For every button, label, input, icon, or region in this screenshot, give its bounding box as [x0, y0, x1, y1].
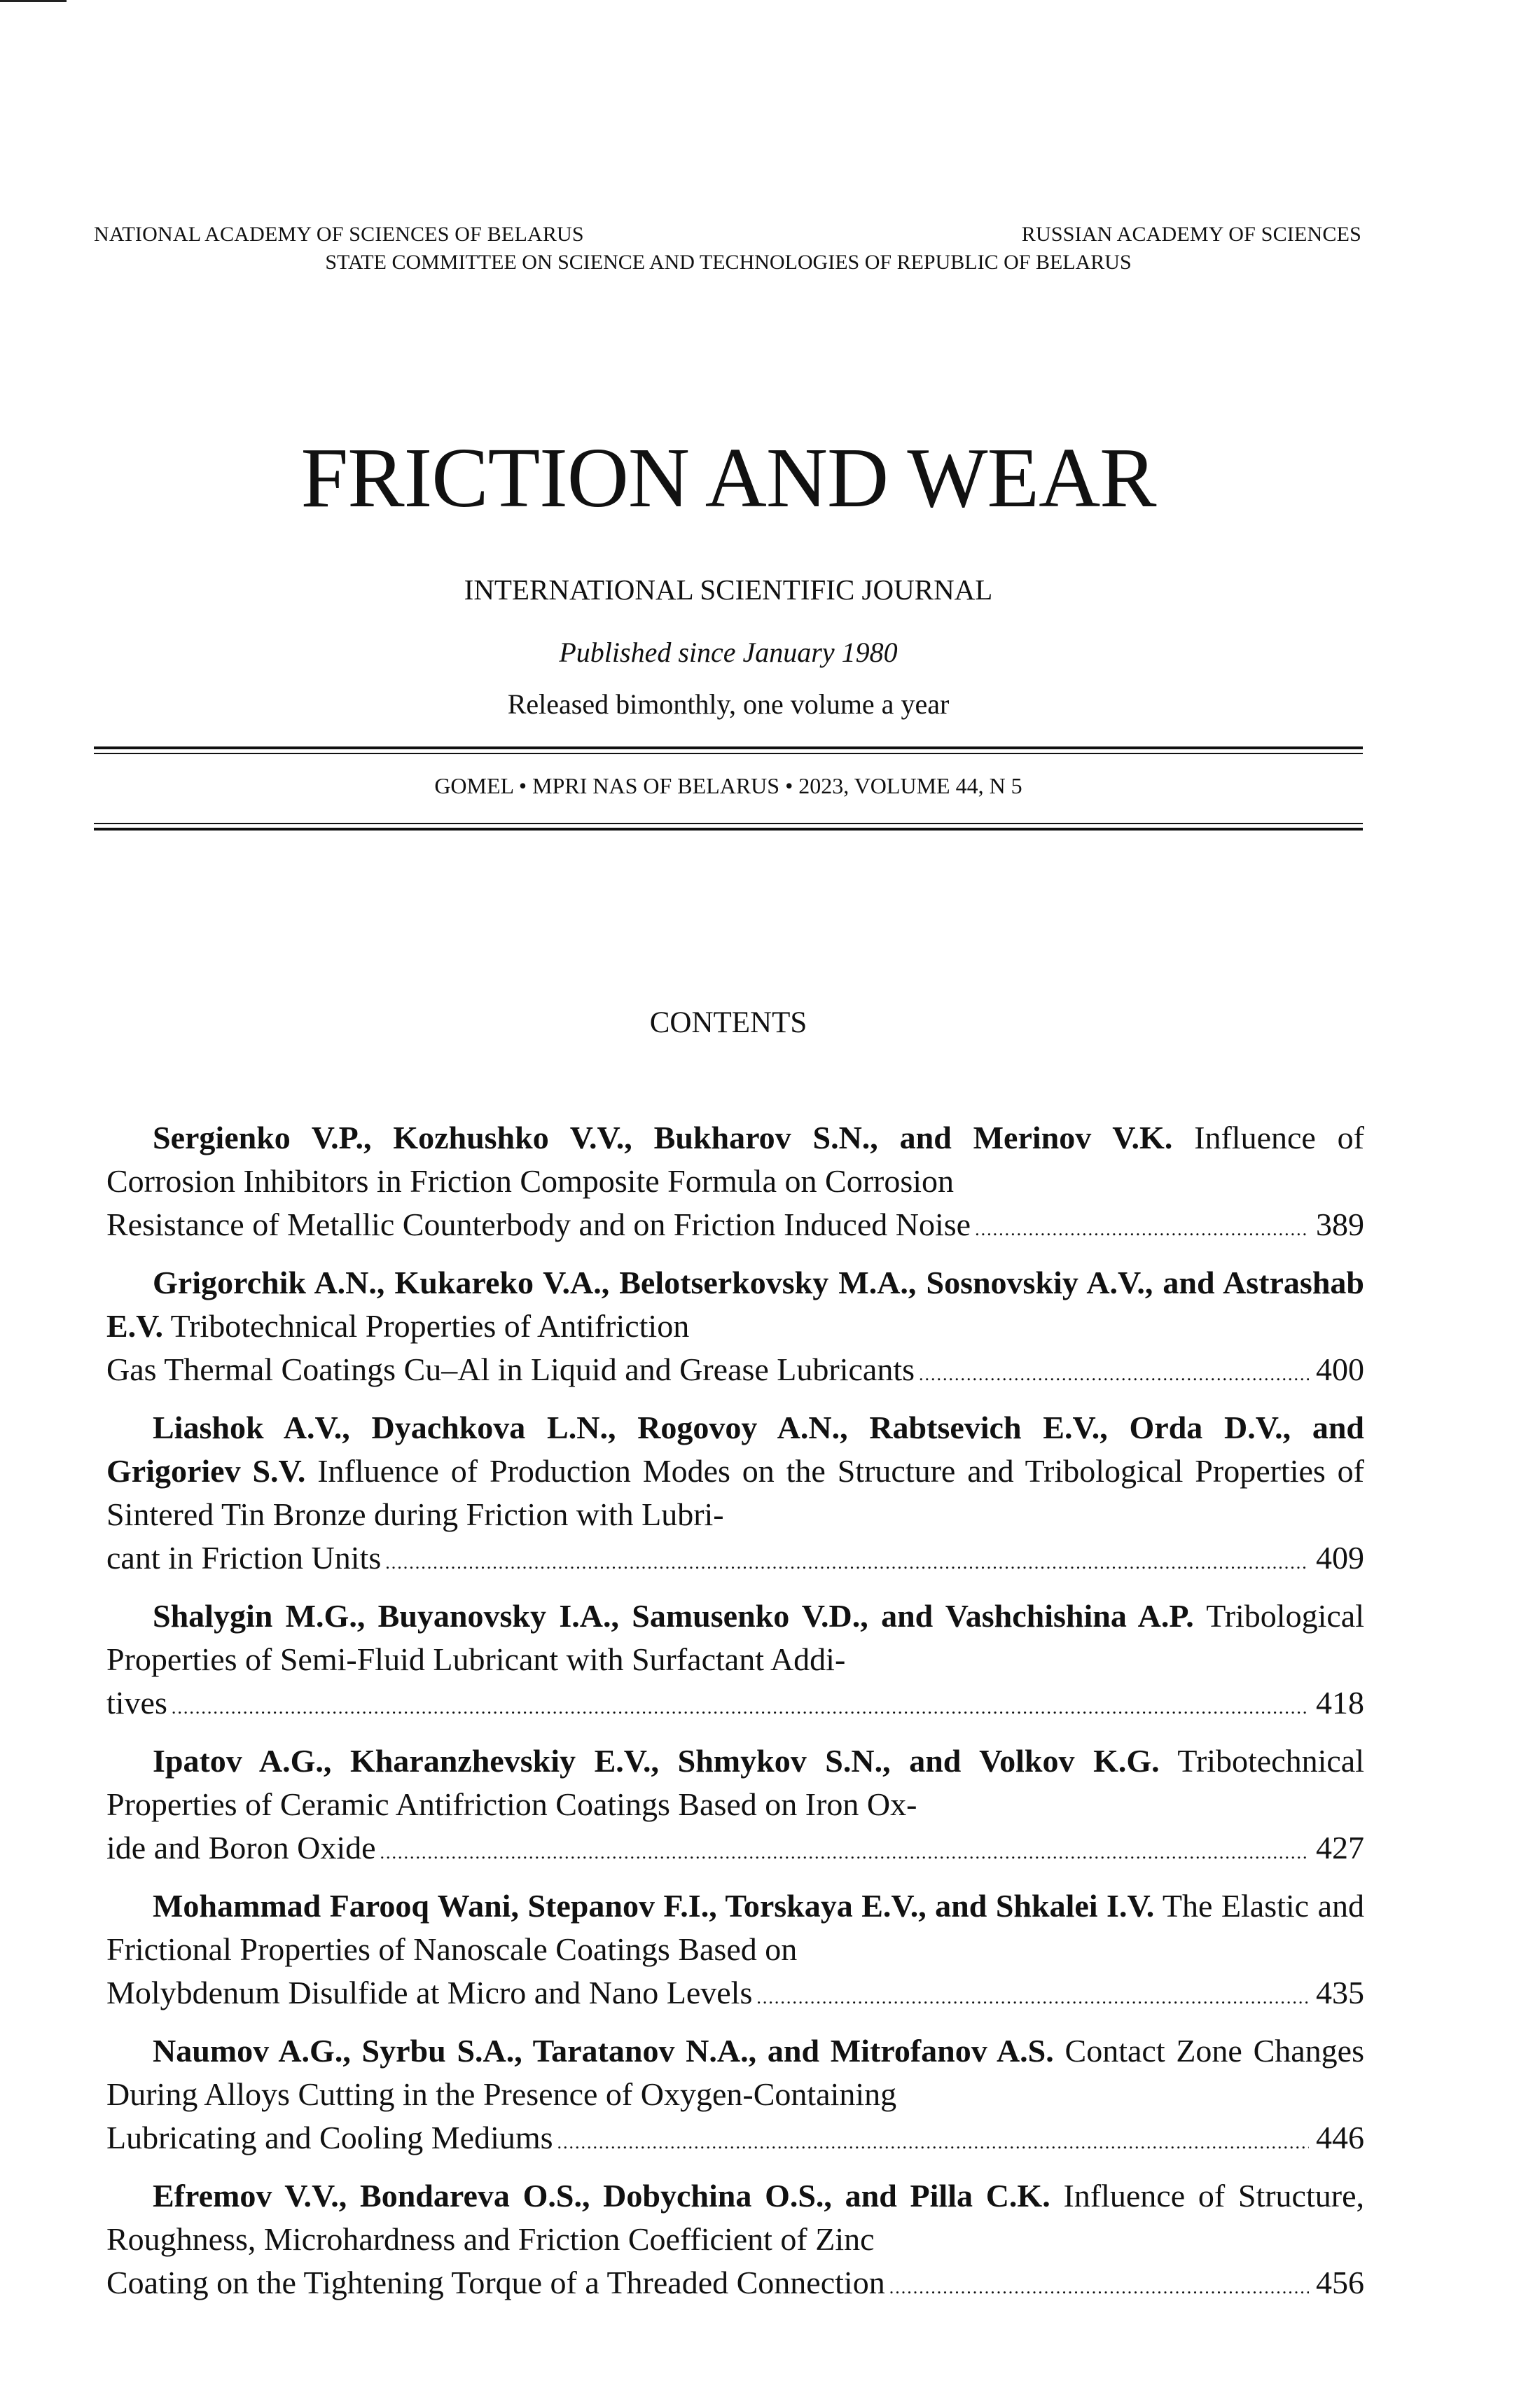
published-since: Published since January 1980 [559, 637, 898, 668]
entry-title-end: Resistance of Metallic Counterbody and on Friction Induced Noise [106, 1207, 971, 1242]
entry-authors: Ipatov A.G., Kharanzhevskiy E.V., Shmykov S.N., and Volkov K.G. [153, 1743, 1160, 1779]
entry-title: Tribological Properties of Semi-Fluid Lubricant with Surfactant Addi- [106, 1598, 1364, 1677]
header-right-publisher: RUSSIAN ACADEMY OF SCIENCES [1021, 223, 1361, 246]
header-left-publisher: NATIONAL ACADEMY OF SCIENCES OF BELARUS [94, 223, 584, 246]
toc-entry[interactable] [106, 1884, 1364, 2020]
toc-entry[interactable] [106, 1406, 1364, 1585]
entry-title: Influence of Structure, Roughness, Microhardness and Friction Coefficient of Zinc [106, 2178, 1364, 2257]
scan-corner-mark [0, 0, 67, 2]
issue-imprint: GOMEL • MPRI NAS OF BELARUS • 2023, VOLUME 44, N 5 [434, 773, 1022, 798]
entry-title: Contact Zone Changes During Alloys Cutting in the Presence of Oxygen-Containing [106, 2033, 1365, 2112]
toc-entry[interactable] [106, 2029, 1364, 2165]
entry-last-line [106, 1826, 1364, 1875]
entry-title-end: tives [106, 1685, 167, 1721]
contents-heading: CONTENTS [649, 1006, 807, 1039]
entry-page-number: 435 [1316, 1975, 1364, 2010]
toc-entry[interactable] [106, 1595, 1364, 1730]
entry-last-line [106, 2261, 1364, 2309]
journal-subtitle: INTERNATIONAL SCIENTIFIC JOURNAL [464, 574, 993, 606]
dot-leader [557, 2121, 1309, 2165]
entry-title: Tribotechnical Properties of Ceramic Antifriction Coatings Based on Iron Ox- [106, 1743, 1364, 1822]
dot-leader [756, 1976, 1309, 2020]
toc-entry[interactable] [106, 1739, 1364, 1875]
divider-rule [94, 746, 1363, 749]
entry-authors: Liashok A.V., Dyachkova L.N., Rogovoy A.N., Rabtsevich E.V., Orda D.V., and Grigoriev S.V. [106, 1410, 1364, 1489]
entry-title-end: Molybdenum Disulfide at Micro and Nano Levels [106, 1975, 753, 2010]
entry-page-number: 389 [1316, 1207, 1364, 1242]
dot-leader [172, 1686, 1309, 1730]
entry-title-end: Lubricating and Cooling Mediums [106, 2120, 553, 2155]
divider-rule [94, 828, 1363, 831]
entry-authors: Mohammad Farooq Wani, Stepanov F.I., Torskaya E.V., and Shkalei I.V. [153, 1888, 1155, 1924]
entry-title: The Elastic and Frictional Properties of Nanoscale Coatings Based on [106, 1888, 1364, 1967]
toc-entry[interactable] [106, 1116, 1364, 1251]
entry-last-line [106, 2116, 1364, 2165]
divider-rule [94, 753, 1363, 754]
header-center-publisher: STATE COMMITTEE ON SCIENCE AND TECHNOLOGIES OF REPUBLIC OF BELARUS [325, 251, 1132, 274]
entry-title-end: Coating on the Tightening Torque of a Threaded Connection [106, 2265, 885, 2300]
journal-title: FRICTION AND WEAR [300, 431, 1156, 525]
entry-title-end: Gas Thermal Coatings Cu–Al in Liquid and Grease Lubricants [106, 1352, 915, 1387]
entry-title: Tribotechnical Properties of Antifriction [162, 1308, 690, 1344]
toc-entry[interactable] [106, 2174, 1364, 2309]
entry-last-line [106, 1348, 1364, 1396]
dot-leader [975, 1208, 1309, 1251]
dot-leader [385, 1541, 1309, 1585]
toc-entry[interactable] [106, 1261, 1364, 1396]
entry-title: Influence of Corrosion Inhibitors in Friction Composite Formula on Corrosion [106, 1120, 1364, 1199]
dot-leader [380, 1831, 1309, 1875]
entry-authors: Shalygin M.G., Buyanovsky I.A., Samusenko V.D., and Vashchishina A.P. [153, 1598, 1194, 1634]
entry-page-number: 400 [1316, 1352, 1364, 1387]
entry-authors: Naumov A.G., Syrbu S.A., Taratanov N.A., and Mitrofanov A.S. [153, 2033, 1054, 2069]
entry-title-end: ide and Boron Oxide [106, 1830, 376, 1866]
dot-leader [889, 2266, 1309, 2309]
entry-page-number: 446 [1316, 2120, 1364, 2155]
entry-last-line [106, 1536, 1364, 1585]
entry-authors: Efremov V.V., Bondareva O.S., Dobychina O.S., and Pilla C.K. [153, 2178, 1050, 2214]
entry-authors: Grigorchik A.N., Kukareko V.A., Belotserkovsky M.A., Sosnovskiy A.V., and Astrashab E.V. [106, 1265, 1364, 1344]
entry-authors: Sergienko V.P., Kozhushko V.V., Bukharov S.N., and Merinov V.K. [153, 1120, 1173, 1155]
entry-last-line [106, 1681, 1364, 1730]
entry-page-number: 418 [1316, 1685, 1364, 1721]
publisher-header [94, 223, 1361, 246]
divider-rule [94, 823, 1363, 824]
entry-title-end: cant in Friction Units [106, 1540, 382, 1576]
table-of-contents [106, 1116, 1364, 2319]
entry-last-line [106, 1971, 1364, 2020]
entry-last-line [106, 1203, 1364, 1251]
entry-page-number: 456 [1316, 2265, 1364, 2300]
entry-page-number: 427 [1316, 1830, 1364, 1866]
dot-leader [919, 1353, 1309, 1396]
entry-title: Influence of Production Modes on the Structure and Tribological Properties of Sintered Tin Bronze during Friction with Lubri- [106, 1453, 1364, 1532]
entry-page-number: 409 [1316, 1540, 1364, 1576]
release-frequency: Released bimonthly, one volume a year [507, 688, 950, 720]
